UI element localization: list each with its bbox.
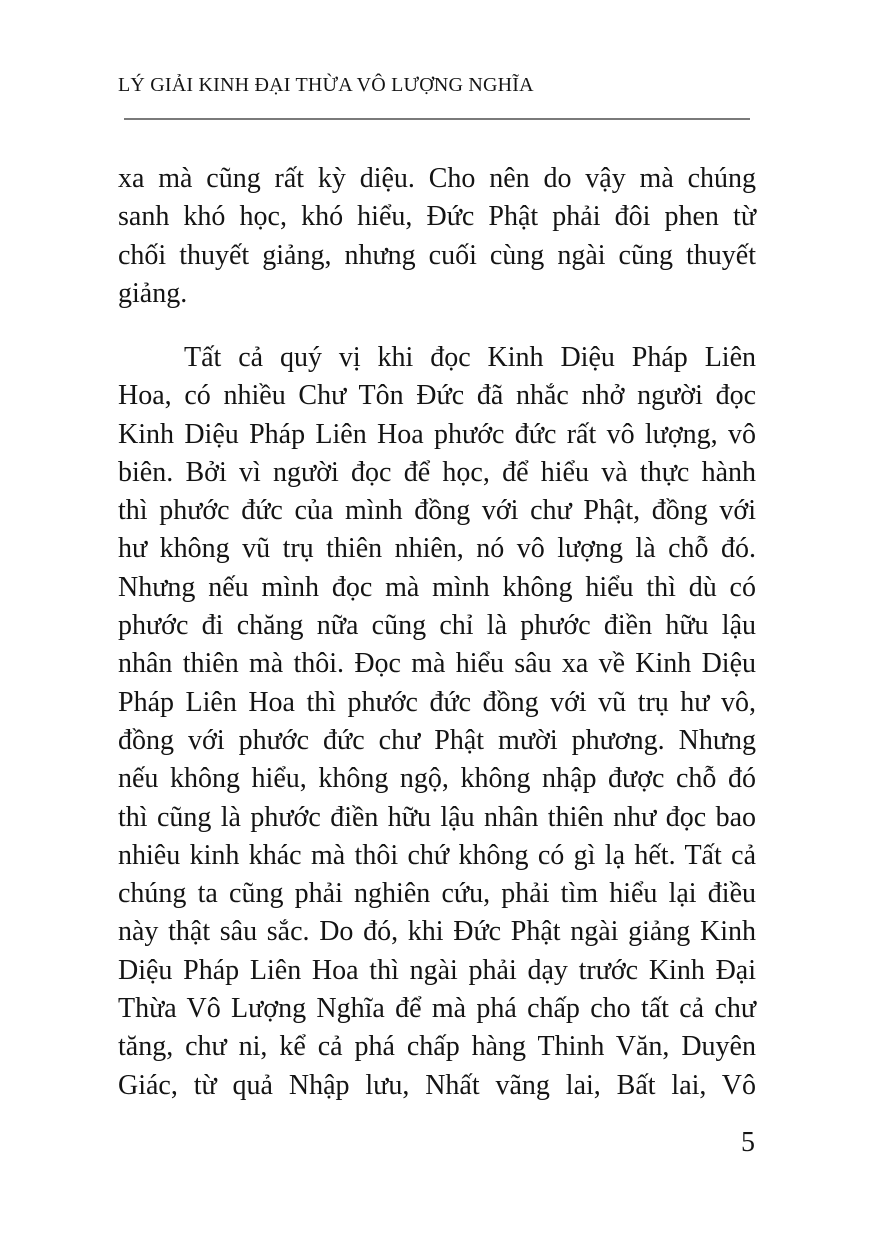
text-line: xa mà cũng rất kỳ diệu. Cho nên do vậy mà chúng	[118, 163, 756, 194]
text-line: chối thuyết giảng, nhưng cuối cùng ngài cũng thuyết	[118, 239, 756, 271]
text-line: này thật sâu sắc. Do đó, khi Đức Phật ngài giảng Kinh	[118, 916, 756, 948]
text-line: nếu không hiểu, không ngộ, không nhập được chỗ đó	[118, 763, 756, 795]
text-line: thì phước đức của mình đồng với chư Phật, đồng với	[118, 495, 756, 527]
text-line: chúng ta cũng phải nghiên cứu, phải tìm hiểu lại điều	[118, 878, 756, 910]
text-line: Nhưng nếu mình đọc mà mình không hiểu thì dù có	[118, 571, 756, 603]
text-line: Hoa, có nhiều Chư Tôn Đức đã nhắc nhở người đọc	[118, 380, 756, 412]
text-line: phước đi chăng nữa cũng chỉ là phước điền hữu lậu	[118, 610, 756, 642]
text-line: giảng.	[118, 277, 188, 309]
text-line: thì cũng là phước điền hữu lậu nhân thiên như đọc bao	[118, 801, 756, 833]
text-line: Pháp Liên Hoa thì phước đức đồng với vũ trụ hư vô,	[118, 686, 756, 718]
text-line: biên. Bởi vì người đọc để học, để hiểu và thực hành	[118, 456, 756, 488]
text-line: đồng với phước đức chư Phật mười phương. Nhưng	[118, 724, 756, 756]
text-line: Kinh Diệu Pháp Liên Hoa phước đức rất vô lượng, vô	[118, 418, 756, 450]
running-header: LÝ GIẢI KINH ĐẠI THỪA VÔ LƯỢNG NGHĨA	[118, 74, 534, 96]
text-line: nhân thiên mà thôi. Đọc mà hiểu sâu xa về Kinh Diệu	[118, 648, 756, 680]
text-line: sanh khó học, khó hiểu, Đức Phật phải đôi phen từ	[118, 201, 756, 233]
text-line: Giác, từ quả Nhập lưu, Nhất vãng lai, Bất lai, Vô	[118, 1069, 756, 1101]
text-line: hư không vũ trụ thiên nhiên, nó vô lượng là chỗ đó.	[118, 533, 756, 565]
text-line: Diệu Pháp Liên Hoa thì ngài phải dạy trước Kinh Đại	[118, 954, 756, 986]
text-line: Thừa Vô Lượng Nghĩa để mà phá chấp cho tất cả chư	[118, 993, 756, 1025]
text-line: nhiêu kinh khác mà thôi chứ không có gì lạ hết. Tất cả	[118, 839, 756, 871]
paragraph-2	[118, 339, 756, 1105]
paragraph-1	[118, 160, 756, 313]
header-divider	[124, 118, 750, 120]
page-number: 5	[741, 1127, 755, 1158]
text-line: tăng, chư ni, kể cả phá chấp hàng Thinh Văn, Duyên	[118, 1031, 756, 1063]
text-line: Tất cả quý vị khi đọc Kinh Diệu Pháp Liên	[184, 342, 756, 373]
